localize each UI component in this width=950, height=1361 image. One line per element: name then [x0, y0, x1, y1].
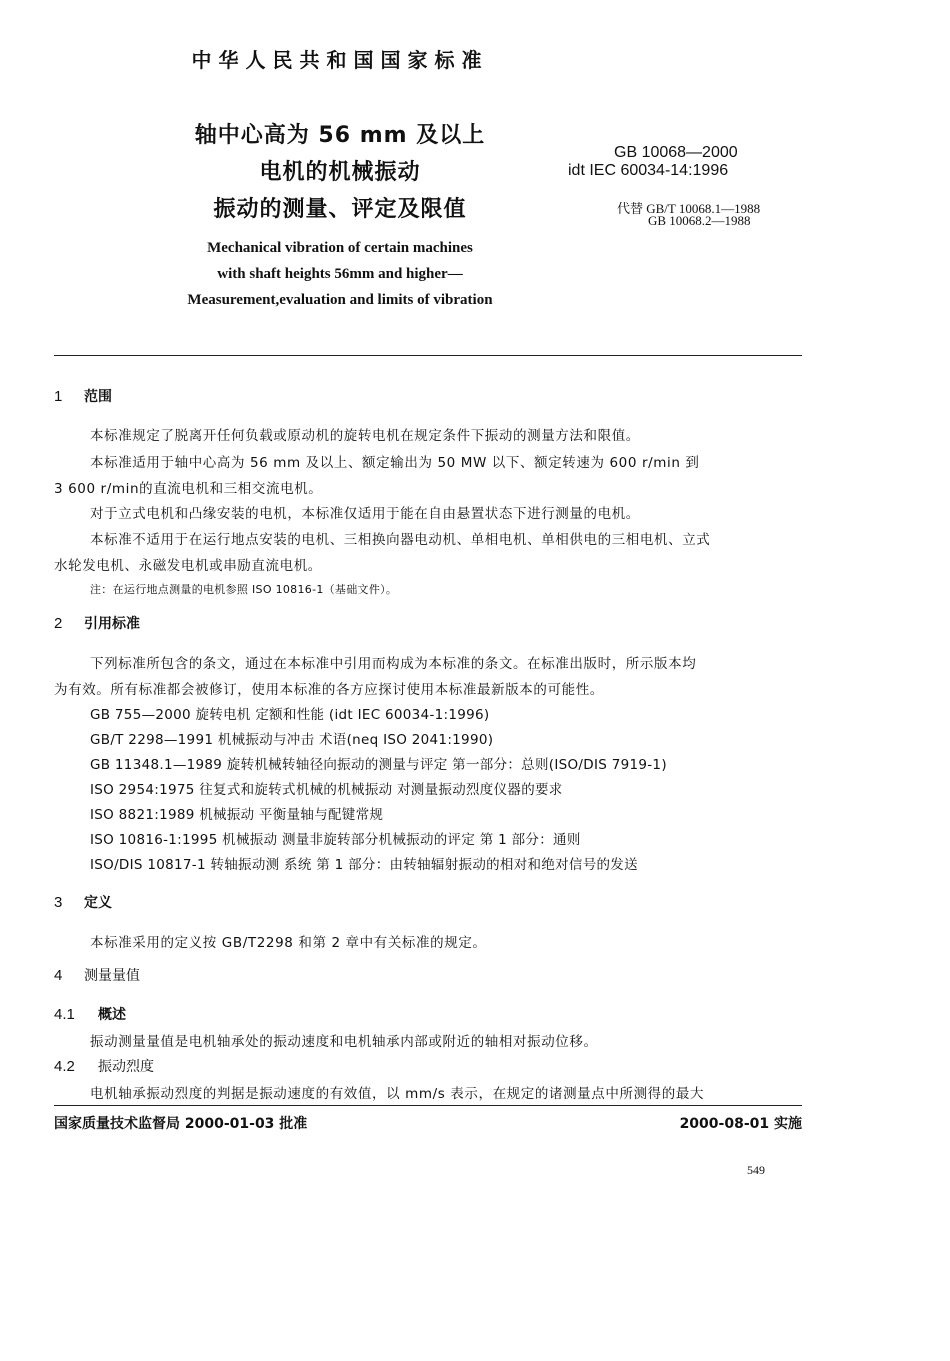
title-zh-line-3: 振动的测量、评定及限值	[213, 197, 467, 222]
reference-item: GB 755—2000 旋转电机 定额和性能 (idt IEC 60034-1:1996)	[90, 707, 490, 723]
paragraph-continued: 3 600 r/min的直流电机和三相交流电机。	[54, 481, 323, 497]
reference-item: GB/T 2298—1991 机械振动与冲击 术语(neq ISO 2041:1990)	[90, 732, 494, 748]
paragraph: 对于立式电机和凸缘安装的电机，本标准仅适用于能在自由悬置状态下进行测量的电机。	[90, 506, 640, 522]
section-number: 4	[54, 967, 63, 984]
replaces-standard-2: GB 10068.2—1988	[648, 213, 751, 228]
national-standard-heading: 中华人民共和国国家标准	[191, 48, 489, 72]
section-title: 引用标准	[84, 616, 140, 632]
title-en-line-1: Mechanical vibration of certain machines	[207, 240, 473, 256]
standard-code: GB 10068—2000	[614, 144, 738, 161]
section-number: 2	[54, 615, 63, 632]
note: 注：在运行地点测量的电机参照 ISO 10816-1（基础文件）。	[90, 583, 398, 596]
reference-item: ISO 2954:1975 往复式和旋转式机械的机械振动 对测量振动烈度仪器的要求	[90, 782, 563, 798]
paragraph-continued: 为有效。所有标准都会被修订，使用本标准的各方应探讨使用本标准最新版本的可能性。	[54, 682, 604, 698]
section-title: 范围	[84, 389, 112, 405]
section-2-heading	[54, 613, 140, 633]
paragraph: 下列标准所包含的条文，通过在本标准中引用而构成为本标准的条文。在标准出版时，所示版本均	[90, 656, 697, 672]
subsection-4-2-heading	[54, 1056, 154, 1076]
section-number: 1	[54, 388, 63, 405]
standard-idt: idt IEC 60034-14:1996	[568, 162, 729, 179]
section-4-heading	[54, 965, 140, 985]
subsection-4-1-heading	[54, 1004, 126, 1024]
title-zh-line-1: 轴中心高为 56 mm 及以上	[194, 123, 486, 148]
section-title: 测量量值	[84, 968, 140, 984]
paragraph: 振动测量量值是电机轴承处的振动速度和电机轴承内部或附近的轴相对振动位移。	[90, 1034, 598, 1050]
subsection-number: 4.1	[54, 1006, 75, 1023]
section-number: 3	[54, 894, 63, 911]
section-1-heading	[54, 386, 112, 406]
section-3-heading	[54, 892, 112, 912]
page-number: 549	[747, 1163, 765, 1177]
paragraph: 电机轴承振动烈度的判据是振动速度的有效值，以 mm/s 表示，在规定的诸测量点中所测得的最大	[90, 1086, 705, 1102]
paragraph: 本标准适用于轴中心高为 56 mm 及以上、额定输出为 50 MW 以下、额定转速为 600 r/min 到	[90, 455, 700, 471]
paragraph-continued: 水轮发电机、永磁发电机或串励直流电机。	[54, 558, 322, 574]
title-zh-line-2: 电机的机械振动	[259, 160, 421, 185]
header-divider	[54, 355, 802, 356]
reference-item: ISO 8821:1989 机械振动 平衡量轴与配键常规	[90, 807, 384, 823]
reference-item: ISO 10816-1:1995 机械振动 测量非旋转部分机械振动的评定 第 1 部分：通则	[90, 832, 581, 848]
paragraph: 本标准不适用于在运行地点安装的电机、三相换向器电动机、单相电机、单相供电的三相电机、立式	[90, 532, 711, 548]
replaces-standard-1: 代替 GB/T 10068.1—1988	[617, 201, 761, 216]
reference-item: ISO/DIS 10817-1 转轴振动测 系统 第 1 部分：由转轴辐射振动的相对和绝对信号的发送	[90, 857, 638, 873]
effective-date: 2000-08-01 实施	[679, 1116, 802, 1132]
footer-divider	[54, 1105, 802, 1106]
section-title: 定义	[84, 895, 112, 911]
title-en-line-2: with shaft heights 56mm and higher—	[217, 266, 463, 282]
paragraph: 本标准规定了脱离开任何负载或原动机的旋转电机在规定条件下振动的测量方法和限值。	[90, 428, 640, 444]
approval-date: 国家质量技术监督局 2000-01-03 批准	[54, 1116, 308, 1132]
title-en-line-3: Measurement,evaluation and limits of vibration	[187, 292, 493, 308]
subsection-title: 概述	[98, 1007, 126, 1023]
subsection-number: 4.2	[54, 1058, 75, 1075]
subsection-title: 振动烈度	[98, 1059, 154, 1075]
reference-item: GB 11348.1—1989 旋转机械转轴径向振动的测量与评定 第一部分：总则(ISO/DIS 7919-1)	[90, 757, 667, 773]
paragraph: 本标准采用的定义按 GB/T2298 和第 2 章中有关标准的规定。	[90, 935, 487, 951]
